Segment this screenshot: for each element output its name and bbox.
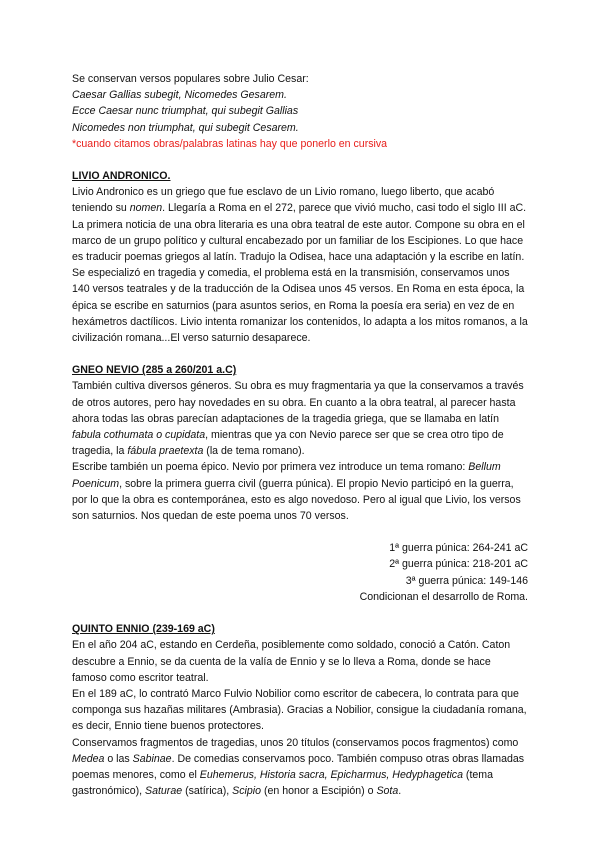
document-page (72, 71, 528, 799)
verse-line-3: Nicomedes non triumphat, qui subegit Cesarem. (72, 121, 299, 134)
heading-quinto-ennio: QUINTO ENNIO (239-169 aC) (72, 623, 215, 636)
ennio-paragraph-3: Conservamos fragmentos de tragedias, unos 20 títulos (conservamos pocos fragmentos) como Medea o las Sabinae. De comedias conservamos poco. También compuso otras obras llamadas poemas menores, como el Euhemerus, Historia sacra, Epicharmus, Hedyphagetica (tema gastronómico), Saturae (satírica), Scipio (en honor a Escipión) o Sota. (72, 736, 525, 798)
heading-gneo-nevio: GNEO NEVIO (285 a 260/201 a.C) (72, 364, 237, 377)
ennio-paragraph-2: En el 189 aC, lo contrató Marco Fulvio Nobilior como escritor de cabecera, lo contrata para que componga sus hazañas militares (Ambrasia). Gracias a Nobilior, consigue la ciudadanía romana, es decir, Ennio tiene buenos protectores. (72, 687, 527, 733)
italics-note: *cuando citamos obras/palabras latinas hay que ponerlo en cursiva (72, 137, 388, 150)
punic-wars-list (72, 540, 528, 605)
heading-livio-andronico: LIVIO ANDRONICO. (72, 170, 171, 183)
nevio-paragraph-1: También cultiva diversos géneros. Su obra es muy fragmentaria ya que la conservamos a través de otros autores, pero hay novedades en su obra. En cuanto a la obra teatral, al parecer hasta ahora todas las obras parecían adaptaciones de la tragedia griega, que se llamaba en latín fabula cothumata o cupidata, mientras que ya con Nevio parece ser que se crea otro tipo de tragedia, la fábula praetexta (la de tema romano). (72, 380, 524, 458)
punic-war-2: 2ª guerra púnica: 218-201 aC (389, 558, 528, 571)
intro-line: Se conservan versos populares sobre Julio Cesar: (72, 73, 309, 85)
livio-paragraph: Livio Andronico es un griego que fue esclavo de un Livio romano, luego liberto, que acabó teniendo su nomen. Llegaría a Roma en el 272, parece que vivió mucho, casi todo el siglo III aC. La primera noticia de una obra literaria es una obra teatral de este autor. Compone su obra en el marco de un grupo político y cultural encabezado por un familiar de los Escipiones. Lo que hace es traducir poemas griegos al latín. Tradujo la Odisea, hace una adaptación y la escribe en latín. Se especializó en tragedia y comedia, el problema está en la transmisión, conservamos unos 140 versos teatrales y de la traducción de la Odisea unos 45 versos. En Roma en esta época, la épica se escribe en saturnios (para asuntos serios, en Roma la poesía era seria) en vez de en hexámetros dactílicos. Livio intenta romanizar los contenidos, lo adapta a los mitos romanos, a la civilización romana...El verso saturnio desaparece. (72, 186, 528, 345)
ennio-paragraph-1: En el año 204 aC, estando en Cerdeña, posiblemente como soldado, conoció a Catón. Caton descubre a Ennio, se da cuenta de la valía de Ennio y se lo lleva a Roma, donde se hace famoso como escritor teatral. (72, 639, 511, 684)
verse-line-2: Ecce Caesar nunc triumphat, qui subegit Gallias (72, 105, 299, 118)
verse-line-1: Caesar Gallias subegit, Nicomedes Gesarem. (72, 89, 287, 102)
punic-war-3: 3ª guerra púnica: 149-146 (405, 574, 528, 587)
punic-wars-note: Condicionan el desarrollo de Roma. (359, 590, 528, 603)
punic-war-1: 1ª guerra púnica: 264-241 aC (389, 542, 528, 555)
nevio-paragraph-2: Escribe también un poema épico. Nevio por primera vez introduce un tema romano: Bellum Poenicum, sobre la primera guerra civil (guerra púnica). El propio Nevio participó en la guerra, por lo que la obra es contemporánea, esto es algo novedoso. Pero al igual que Livio, los versos son saturnios. Nos quedan de este poema unos 70 versos. (72, 461, 521, 523)
